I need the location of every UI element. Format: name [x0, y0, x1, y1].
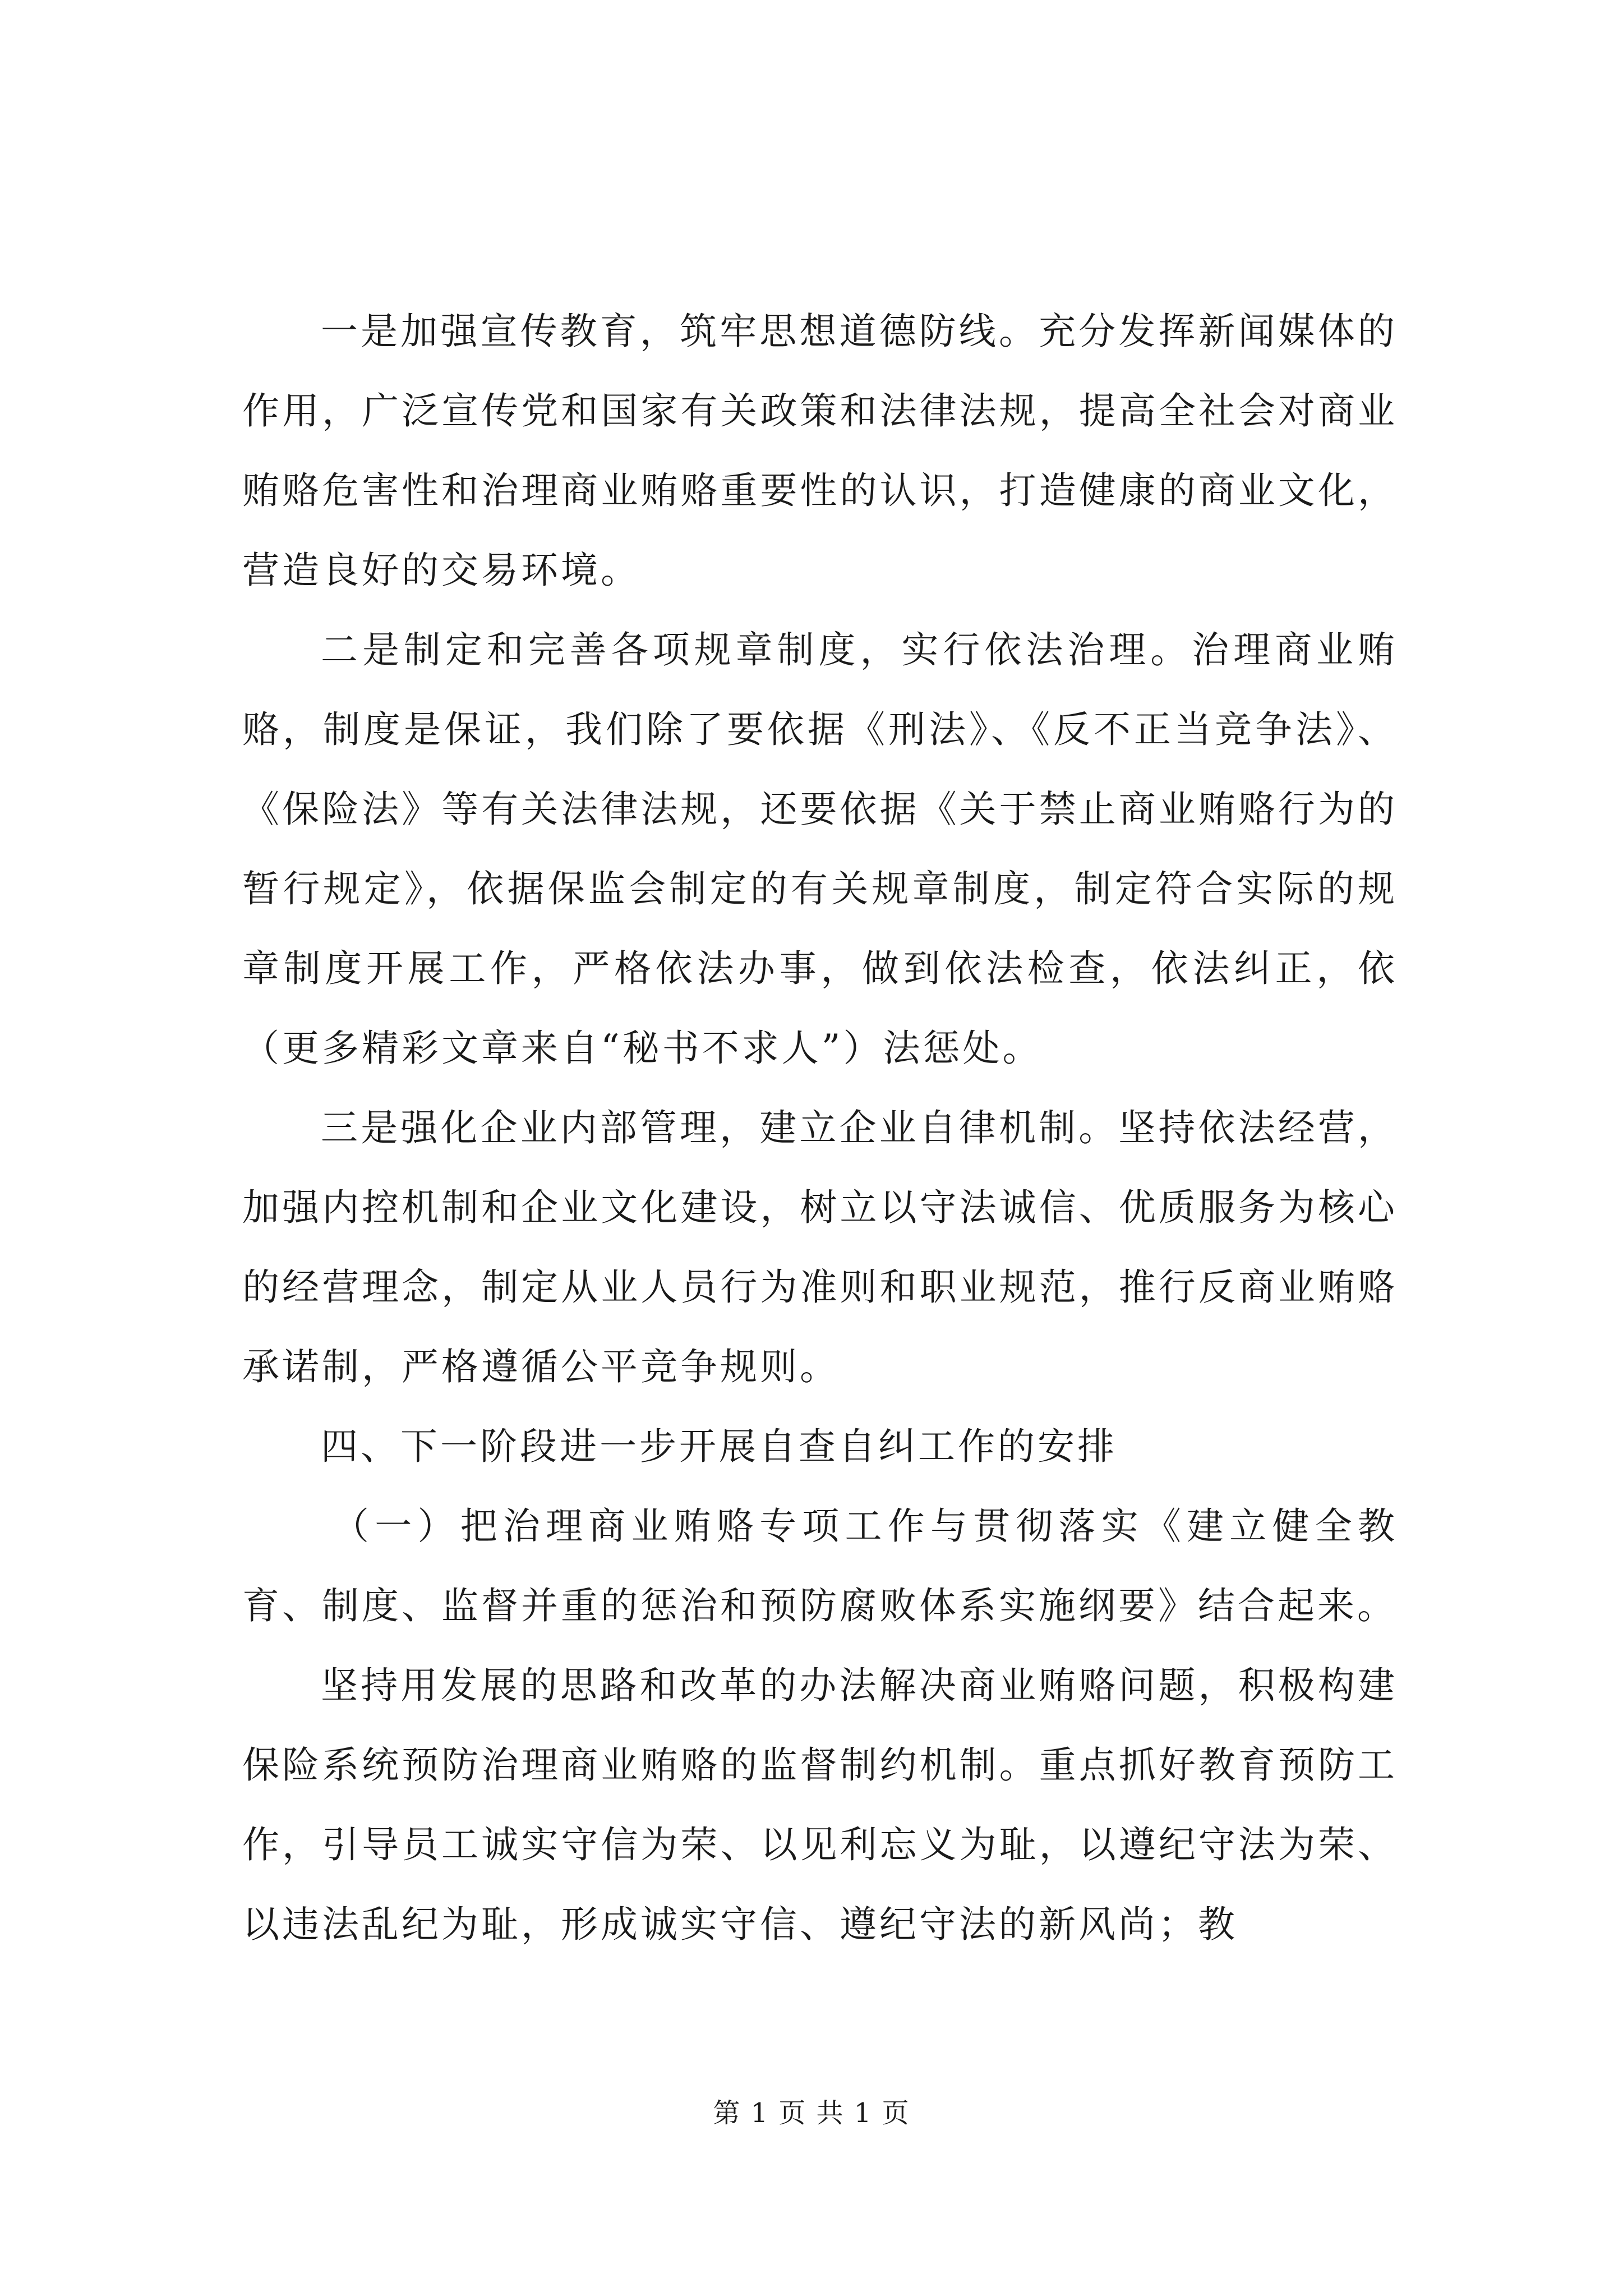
paragraph-1: 一是加强宣传教育，筑牢思想道德防线。充分发挥新闻媒体的作用，广泛宣传党和国家有关政策和法律法规，提高全社会对商业贿赂危害性和治理商业贿赂重要性的认识，打造健康的商业文化，营造良好的交易环境。	[242, 310, 1398, 592]
subsection-heading-1: （一）把治理商业贿赂专项工作与贯彻落实《建立健全教育、制度、监督并重的惩治和预防腐败体系实施纲要》结合起来。	[242, 1504, 1398, 1627]
paragraph-2: 二是制定和完善各项规章制度，实行依法治理。治理商业贿赂，制度是保证，我们除了要依据《刑法》、《反不正当竞争法》、《保险法》等有关法律法规，还要依据《关于禁止商业贿赂行为的暂行规定》，依据保监会制定的有关规章制度，制定符合实际的规章制度开展工作，严格依法办事，做到依法检查，依法纠正，依（更多精彩文章来自“秘书不求人”）法惩处。	[242, 628, 1398, 1070]
paragraph-3: 三是强化企业内部管理，建立企业自律机制。坚持依法经营，加强内控机制和企业文化建设，树立以守法诚信、优质服务为核心的经营理念，制定从业人员行为准则和职业规范，推行反商业贿赂承诺制，严格遵循公平竞争规则。	[242, 1106, 1398, 1388]
section-heading-4: 四、下一阶段进一步开展自查自纠工作的安排	[321, 1425, 1117, 1468]
page-number-footer: 第 1 页 共 1 页	[713, 2097, 910, 2129]
paragraph-6: 坚持用发展的思路和改革的办法解决商业贿赂问题，积极构建保险系统预防治理商业贿赂的监督制约机制。重点抓好教育预防工作，引导员工诚实守信为荣、以见利忘义为耻，以遵纪守法为荣、以违法乱纪为耻，形成诚实守信、遵纪守法的新风尚；教	[242, 1664, 1398, 1946]
document-body	[242, 292, 1398, 1964]
